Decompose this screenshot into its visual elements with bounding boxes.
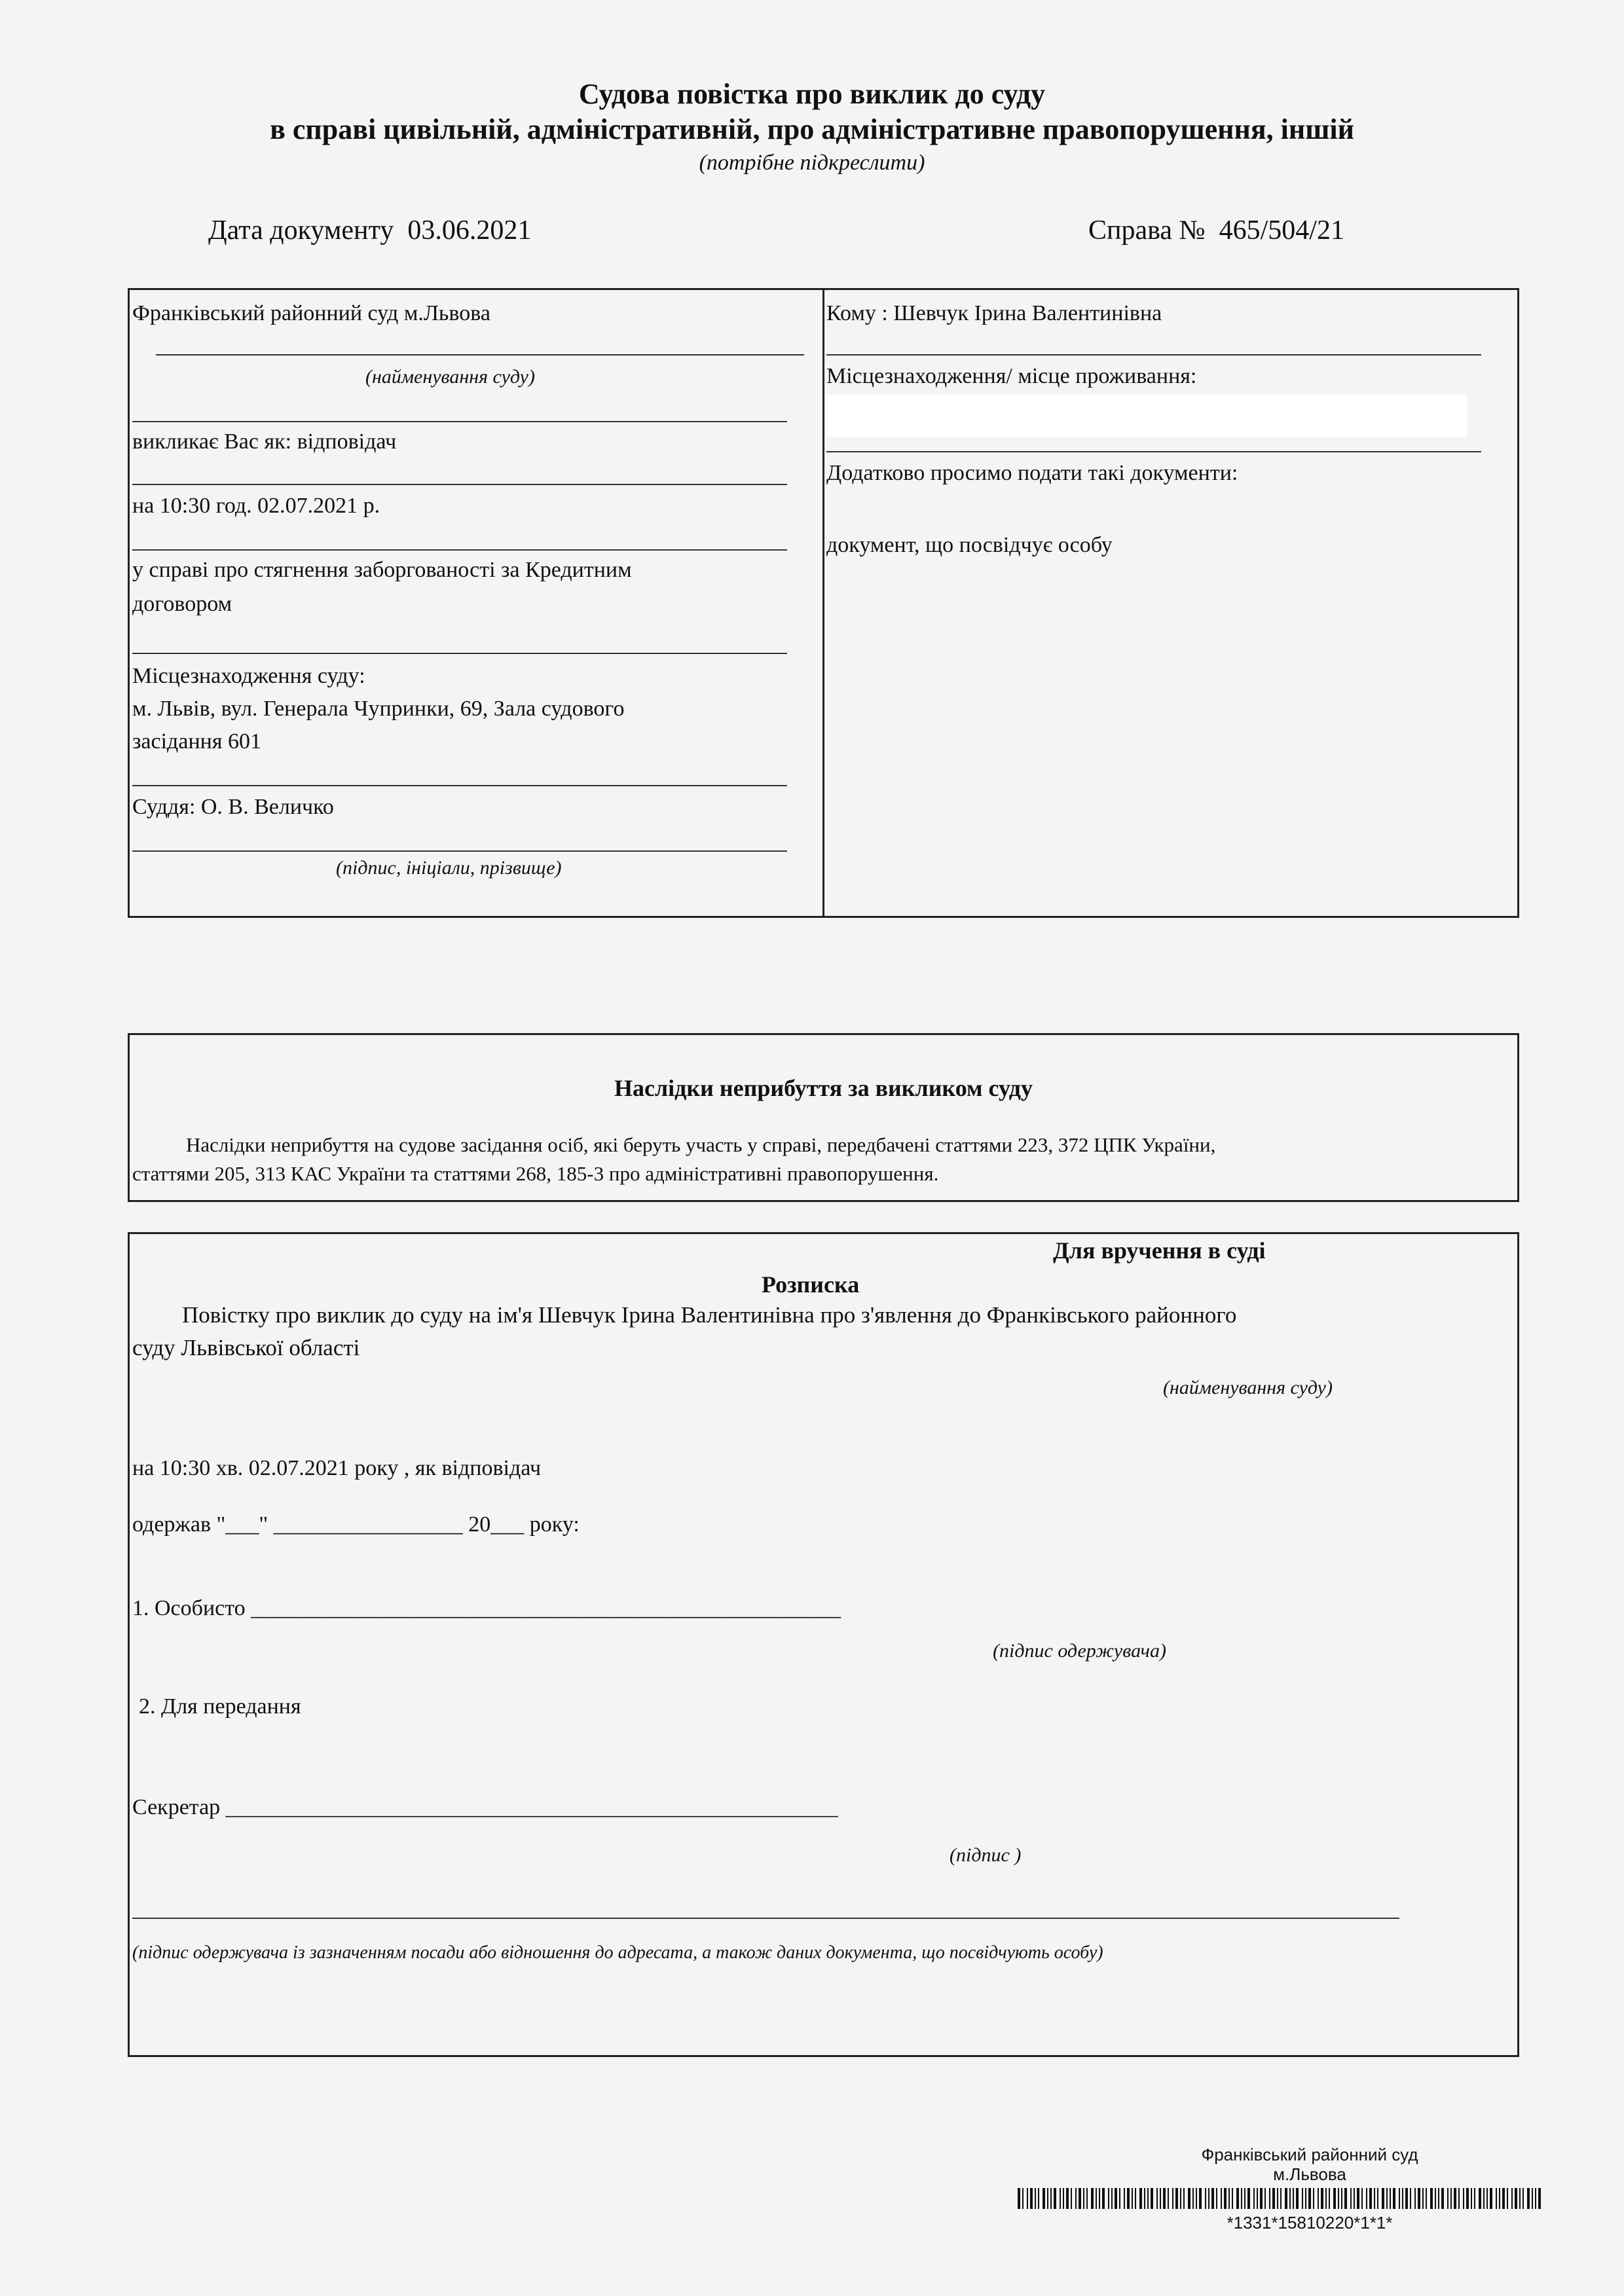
barcode-bar xyxy=(1247,2188,1250,2209)
barcode-bar xyxy=(1163,2188,1166,2209)
barcode-bar xyxy=(1463,2188,1464,2209)
redacted-address xyxy=(825,395,1467,437)
consequences-box xyxy=(128,1033,1519,1202)
barcode-graphic xyxy=(1016,2188,1543,2209)
barcode xyxy=(1016,2188,1543,2209)
barcode-bar xyxy=(1086,2188,1088,2209)
barcode-bar xyxy=(1313,2188,1314,2209)
barcode-bar xyxy=(1192,2188,1194,2209)
receipt-court-caption: (найменування суду) xyxy=(1163,1377,1333,1398)
receipt-box xyxy=(128,1232,1519,2057)
barcode-bar xyxy=(1511,2188,1513,2209)
barcode-bar xyxy=(1538,2188,1541,2209)
case-subject-line-2: договором xyxy=(132,592,232,616)
barcode-bar xyxy=(1338,2188,1339,2209)
separator-line xyxy=(132,421,787,422)
recipient: Кому : Шевчук Ірина Валентинівна xyxy=(826,301,1162,325)
barcode-bar xyxy=(1479,2188,1481,2209)
barcode-bar xyxy=(1196,2188,1197,2209)
barcode-bar xyxy=(1236,2188,1239,2209)
court-caption: (найменування суду) xyxy=(365,366,535,388)
barcode-bar xyxy=(1377,2188,1378,2209)
barcode-bar xyxy=(1333,2188,1336,2209)
title-line-1: Судова повістка про виклик до суду xyxy=(578,78,1046,110)
documents-label: Додатково просимо подати такі документи: xyxy=(826,461,1238,485)
barcode-bar xyxy=(1075,2188,1077,2209)
barcode-bar xyxy=(1099,2188,1100,2209)
barcode-bar xyxy=(1264,2188,1266,2209)
barcode-bar xyxy=(1361,2188,1363,2209)
barcode-bar xyxy=(1038,2188,1039,2209)
barcode-bar xyxy=(1127,2188,1130,2209)
barcode-bar xyxy=(1390,2188,1391,2209)
barcode-bar xyxy=(1535,2188,1536,2209)
title-note: (потрібне підкреслити) xyxy=(699,151,925,175)
barcode-bar xyxy=(1426,2188,1427,2209)
barcode-bar xyxy=(1199,2188,1202,2209)
barcode-bar xyxy=(1519,2188,1521,2209)
barcode-bar xyxy=(1172,2188,1173,2209)
barcode-bar xyxy=(1486,2188,1488,2209)
barcode-bar xyxy=(1454,2188,1456,2209)
barcode-bar xyxy=(1244,2188,1246,2209)
for-court-label: Для вручення в суді xyxy=(1053,1237,1266,1264)
judge-caption: (підпис, ініціали, прізвище) xyxy=(336,857,562,879)
barcode-bar xyxy=(1147,2188,1149,2209)
barcode-bar xyxy=(1280,2188,1282,2209)
barcode-bar xyxy=(1224,2188,1227,2209)
case-value: 465/504/21 xyxy=(1219,215,1344,246)
barcode-bar xyxy=(1466,2188,1469,2209)
footer-court xyxy=(1113,2145,1506,2184)
barcode-bar xyxy=(1063,2188,1064,2209)
received-date: одержав "___" _________________ 20___ року: xyxy=(132,1512,580,1537)
summons-role: викликає Вас як: відповідач xyxy=(132,429,397,454)
barcode-bar xyxy=(1422,2188,1424,2209)
barcode-bar xyxy=(1441,2188,1444,2209)
barcode-bar xyxy=(1374,2188,1375,2209)
barcode-bar xyxy=(1302,2188,1303,2209)
case-number xyxy=(1088,215,1344,246)
court-location-line-1: м. Львів, вул. Генерала Чупринки, 69, Зала судового xyxy=(132,697,625,721)
barcode-bar xyxy=(1018,2188,1020,2209)
secretary-line: Секретар _______________________________________________________ xyxy=(132,1795,838,1819)
barcode-bar xyxy=(1532,2188,1533,2209)
separator-line xyxy=(132,785,787,786)
barcode-bar xyxy=(1151,2188,1153,2209)
barcode-bar xyxy=(1221,2188,1222,2209)
barcode-bar xyxy=(1156,2188,1158,2209)
barcode-bar xyxy=(1471,2188,1472,2209)
barcode-bar xyxy=(1522,2188,1524,2209)
separator-line xyxy=(826,354,1481,355)
barcode-bar xyxy=(1527,2188,1530,2209)
barcode-bar xyxy=(1386,2188,1388,2209)
barcode-bar xyxy=(1483,2188,1485,2209)
barcode-bar xyxy=(1499,2188,1500,2209)
barcode-bar xyxy=(1350,2188,1352,2209)
barcode-bar xyxy=(1160,2188,1161,2209)
receipt-line-1: Повістку про виклик до суду на ім'я Шевчук Ірина Валентинівна про з'явлення до Франківського районного xyxy=(182,1302,1237,1328)
residence-label: Місцезнаходження/ місце проживання: xyxy=(826,364,1197,388)
barcode-bar xyxy=(1071,2188,1072,2209)
barcode-bar xyxy=(1208,2188,1209,2209)
documents-value: документ, що посвідчує особу xyxy=(826,533,1113,557)
footer-court-line-1: Франківський районний суд xyxy=(1201,2145,1418,2164)
separator-line xyxy=(132,484,787,485)
barcode-bar xyxy=(1030,2188,1033,2209)
barcode-bar xyxy=(1285,2188,1287,2209)
barcode-bar xyxy=(1393,2188,1395,2209)
barcode-bar xyxy=(1043,2188,1045,2209)
barcode-bar xyxy=(1293,2188,1294,2209)
barcode-bar xyxy=(1430,2188,1433,2209)
barcode-bar xyxy=(1228,2188,1230,2209)
barcode-bar xyxy=(1329,2188,1330,2209)
separator-line xyxy=(132,549,787,551)
barcode-bar xyxy=(1180,2188,1181,2209)
personally-line: 1. Особисто _____________________________________________________ xyxy=(132,1596,841,1620)
barcode-bar xyxy=(1188,2188,1190,2209)
document-date xyxy=(208,215,531,246)
barcode-bar xyxy=(1474,2188,1475,2209)
barcode-bar xyxy=(1183,2188,1185,2209)
barcode-bar xyxy=(1305,2188,1306,2209)
barcode-bar xyxy=(1458,2188,1460,2209)
barcode-bar xyxy=(1066,2188,1069,2209)
receipt-title: Розписка xyxy=(762,1271,860,1298)
barcode-bar xyxy=(1047,2188,1048,2209)
barcode-bar xyxy=(1260,2188,1263,2209)
barcode-bar xyxy=(1102,2188,1105,2209)
personally-caption: (підпис одержувача) xyxy=(993,1640,1166,1662)
case-label: Справа № xyxy=(1088,215,1206,246)
separator-line xyxy=(132,653,787,654)
barcode-bar xyxy=(1357,2188,1359,2209)
barcode-bar xyxy=(1175,2188,1178,2209)
barcode-bar xyxy=(1096,2188,1097,2209)
barcode-bar xyxy=(1366,2188,1367,2209)
barcode-bar xyxy=(1054,2188,1056,2209)
barcode-bar xyxy=(1124,2188,1125,2209)
summons-box xyxy=(128,288,1519,918)
receipt-time: на 10:30 хв. 02.07.2021 року , як відповідач xyxy=(132,1456,542,1480)
barcode-bar xyxy=(1091,2188,1094,2209)
court-location-label: Місцезнаходження суду: xyxy=(132,664,365,688)
consequences-line-1: Наслідки неприбуття на судове засідання осіб, які беруть участь у справі, передбачені статтями 223, 372 ЦПК України, xyxy=(186,1133,1216,1156)
barcode-bar xyxy=(1447,2188,1449,2209)
barcode-bar xyxy=(1272,2188,1275,2209)
barcode-bar xyxy=(1438,2188,1439,2209)
barcode-bar xyxy=(1119,2188,1120,2209)
barcode-bar xyxy=(1296,2188,1299,2209)
barcode-bar xyxy=(1108,2188,1109,2209)
barcode-bar xyxy=(1132,2188,1133,2209)
barcode-bar xyxy=(1321,2188,1323,2209)
barcode-bar xyxy=(1410,2188,1411,2209)
barcode-bar xyxy=(1277,2188,1278,2209)
barcode-bar xyxy=(1341,2188,1342,2209)
receipt-line-2: суду Львівської області xyxy=(132,1335,360,1360)
barcode-bar xyxy=(1269,2188,1270,2209)
barcode-bar xyxy=(1414,2188,1416,2209)
barcode-bar xyxy=(1027,2188,1028,2209)
barcode-bar xyxy=(1490,2188,1492,2209)
judge-name: Суддя: О. В. Величко xyxy=(132,795,334,819)
hearing-time: на 10:30 год. 02.07.2021 р. xyxy=(132,494,380,518)
barcode-bar xyxy=(1211,2188,1214,2209)
barcode-bar xyxy=(1135,2188,1136,2209)
barcode-bar xyxy=(1232,2188,1233,2209)
consequences-title: Наслідки неприбуття за викликом суду xyxy=(614,1075,1033,1101)
title-line-2: в справі цивільній, адміністративній, про адміністративне правопорушення, іншій xyxy=(270,113,1354,145)
barcode-bar xyxy=(1035,2188,1036,2209)
barcode-bar xyxy=(1369,2188,1372,2209)
barcode-bar xyxy=(1507,2188,1508,2209)
barcode-bar xyxy=(1318,2188,1319,2209)
barcode-bar xyxy=(1382,2188,1384,2209)
barcode-bar xyxy=(1022,2188,1024,2209)
signature-line xyxy=(132,1918,1399,1919)
recipient-signature-caption: (підпис одержувача із зазначенням посади або відношення до адресата, а також даних документа, що посвідчують особу) xyxy=(132,1942,1103,1963)
date-value: 03.06.2021 xyxy=(407,215,532,246)
barcode-bar xyxy=(1139,2188,1142,2209)
barcode-bar xyxy=(1111,2188,1113,2209)
summons-divider xyxy=(822,290,824,916)
barcode-bar xyxy=(1354,2188,1355,2209)
barcode-text: *1331*15810220*1*1* xyxy=(1227,2213,1393,2232)
barcode-bar xyxy=(1399,2188,1400,2209)
barcode-bar xyxy=(1060,2188,1061,2209)
barcode-bar xyxy=(1344,2188,1347,2209)
barcode-bar xyxy=(1405,2188,1408,2209)
barcode-bar xyxy=(1496,2188,1497,2209)
date-label: Дата документу xyxy=(208,215,394,246)
barcode-bar xyxy=(1144,2188,1145,2209)
footer-court-line-2: м.Львова xyxy=(1273,2164,1346,2184)
barcode-bar xyxy=(1435,2188,1436,2209)
barcode-bar xyxy=(1205,2188,1206,2209)
barcode-bar xyxy=(1241,2188,1242,2209)
transfer-label: 2. Для передання xyxy=(139,1694,301,1719)
secretary-caption: (підпис ) xyxy=(950,1844,1022,1866)
barcode-bar xyxy=(1083,2188,1084,2209)
barcode-bar xyxy=(1168,2188,1169,2209)
court-name: Франківський районний суд м.Львова xyxy=(132,301,490,325)
barcode-bar xyxy=(1115,2188,1117,2209)
barcode-bar xyxy=(1325,2188,1327,2209)
barcode-bar xyxy=(1289,2188,1291,2209)
barcode-bar xyxy=(1253,2188,1255,2209)
barcode-bar xyxy=(1418,2188,1420,2209)
separator-line xyxy=(826,451,1481,452)
barcode-bar xyxy=(1257,2188,1258,2209)
barcode-bar xyxy=(1050,2188,1052,2209)
barcode-bar xyxy=(1402,2188,1403,2209)
case-subject-line-1: у справі про стягнення заборгованості за Кредитним xyxy=(132,558,632,582)
barcode-bar xyxy=(1216,2188,1217,2209)
consequences-line-2: статтями 205, 313 КАС України та статтями 268, 185-3 про адміністративні правопорушення. xyxy=(132,1162,939,1185)
court-location-line-2: засідання 601 xyxy=(132,729,261,754)
barcode-bar xyxy=(1450,2188,1452,2209)
barcode-bar xyxy=(1079,2188,1081,2209)
separator-line xyxy=(132,850,787,852)
barcode-bar xyxy=(1515,2188,1517,2209)
barcode-bar xyxy=(1308,2188,1311,2209)
court-underline xyxy=(156,354,804,355)
barcode-bar xyxy=(1502,2188,1505,2209)
